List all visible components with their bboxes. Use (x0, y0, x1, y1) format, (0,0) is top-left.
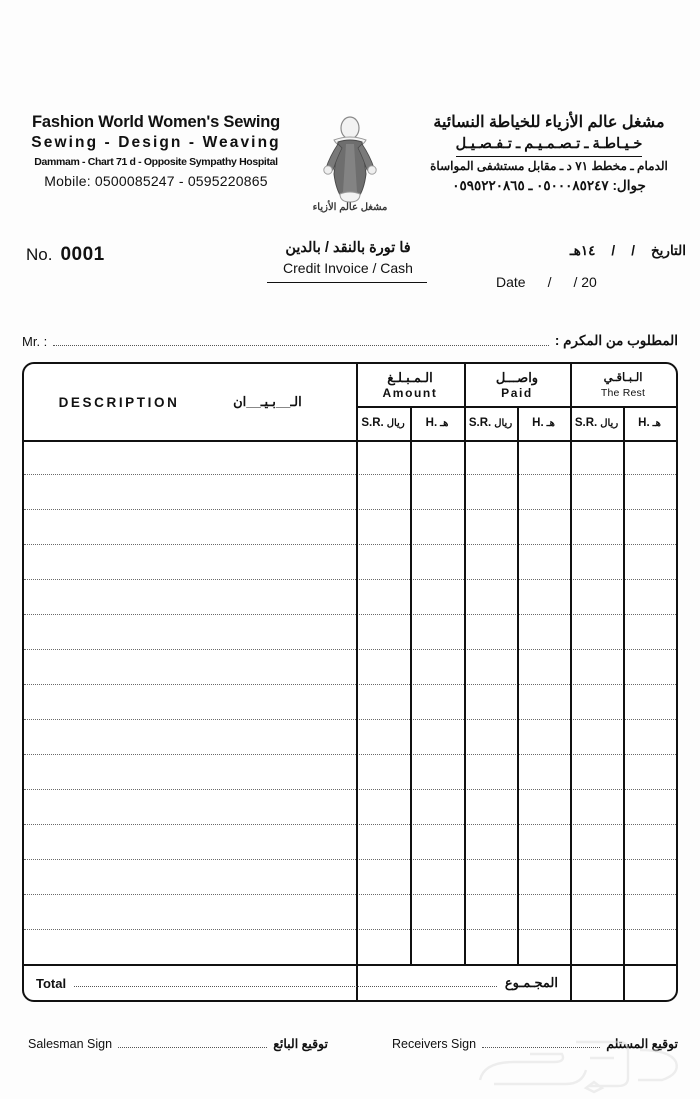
table-row[interactable] (24, 789, 676, 790)
amount-sr-arabic: ريال (386, 417, 405, 429)
column-header-description (24, 364, 356, 440)
invoice-table (22, 362, 678, 1002)
column-divider-amount-paid (464, 364, 466, 964)
amount-label-arabic: الـمـبـلـغ (387, 369, 433, 385)
table-row[interactable] (24, 474, 676, 475)
salesman-label-english: Salesman Sign (28, 1037, 113, 1051)
table-header (24, 364, 676, 440)
amount-h-arabic: هـ (440, 417, 449, 429)
invoice-type-english: Credit Invoice / Cash (283, 260, 413, 276)
invoice-number-label: No. (26, 245, 53, 264)
company-logo (300, 112, 400, 230)
mobile-english: Mobile: 0500085247 - 0595220865 (44, 173, 268, 189)
rest-h-arabic: هـ (652, 417, 661, 429)
subcolumn-amount-sr (356, 406, 410, 440)
table-row[interactable] (24, 544, 676, 545)
rest-label-english: The Rest (600, 386, 646, 399)
column-divider-paid-inner (517, 406, 519, 964)
total-row[interactable] (24, 964, 676, 1002)
table-body[interactable] (24, 440, 676, 964)
rest-h-english: H. (638, 417, 650, 429)
invoice-type-block (267, 238, 429, 283)
column-header-rest (570, 364, 676, 406)
invoice-type-rule (267, 282, 427, 283)
company-name-arabic: مشغل عالم الأزياء للخياطة النسائية (433, 114, 665, 131)
table-row[interactable] (24, 824, 676, 825)
invoice-meta-bar (0, 238, 700, 308)
date-arabic-slash-2[interactable]: / (611, 243, 616, 258)
total-label-arabic: المجـمـوع (504, 975, 558, 990)
date-arabic-slash-1[interactable]: / (631, 243, 635, 258)
company-name-english: Fashion World Women's Sewing (32, 113, 280, 131)
invoice-date-block (482, 240, 692, 294)
salesman-signature-field[interactable] (118, 1046, 267, 1048)
subcolumn-paid-sr (464, 406, 517, 440)
total-rest-h-cell[interactable] (623, 964, 676, 1002)
rest-sr-arabic: ريال (600, 417, 619, 429)
date-english-row (482, 262, 692, 294)
date-arabic-year: ١٤هـ (569, 243, 596, 258)
table-row[interactable] (24, 579, 676, 580)
receiver-signature-field[interactable] (482, 1046, 600, 1048)
paid-label-arabic: واصـــل (495, 369, 539, 385)
paid-sr-english: S.R. (468, 417, 492, 429)
description-label-english: DESCRIPTION (58, 394, 180, 410)
paid-h-english: H. (532, 417, 544, 429)
address-english: Dammam - Chart 71 d - Opposite Sympathy Hospital (34, 156, 278, 168)
invoice-number-block (26, 244, 105, 266)
table-row[interactable] (24, 929, 676, 930)
salesman-label-arabic: توقيع البائع (273, 1037, 328, 1051)
subcolumn-rest-sr (570, 406, 623, 440)
address-arabic: الدمام ـ مخطط ٧١ د ـ مقابل مستشفى المواساة (430, 159, 668, 173)
logo-caption: مشغل عالم الأزياء (312, 202, 388, 213)
amount-h-english: H. (425, 417, 438, 429)
mannequin-dress-icon (300, 112, 400, 212)
table-row[interactable] (24, 684, 676, 685)
table-row[interactable] (24, 509, 676, 510)
amount-label-english: Amount (382, 385, 438, 400)
date-english-label: Date (496, 274, 526, 290)
document-header (0, 112, 700, 230)
column-divider-paid-rest (570, 364, 572, 1002)
document-footer (0, 1030, 700, 1070)
salesman-signature-block[interactable] (28, 1030, 328, 1052)
table-row[interactable] (24, 859, 676, 860)
invoice-number-value: 0001 (60, 244, 105, 265)
amount-sr-english: S.R. (361, 417, 384, 429)
total-label-cell (24, 964, 570, 1002)
table-row[interactable] (24, 649, 676, 650)
column-divider-amount-inner (410, 406, 412, 964)
total-label-english: Total (36, 975, 67, 991)
receiver-signature-block[interactable] (392, 1030, 678, 1052)
description-label-arabic (213, 394, 321, 410)
column-divider-description (356, 364, 358, 1002)
receiver-label-english: Receivers Sign (392, 1037, 477, 1051)
column-header-amount (356, 364, 464, 406)
table-row[interactable] (24, 894, 676, 895)
customer-name-field[interactable] (53, 344, 549, 346)
subcolumn-paid-h (517, 406, 570, 440)
rest-sr-english: S.R. (574, 417, 598, 429)
column-divider-rest-inner (623, 406, 625, 1002)
paid-sr-arabic: ريال (494, 417, 513, 429)
date-english-year[interactable]: / 20 (573, 274, 597, 290)
customer-label-english: Mr. : (22, 334, 48, 349)
table-row[interactable] (24, 754, 676, 755)
column-header-paid (464, 364, 570, 406)
services-arabic: خـيـاطـة ـ تـصـمـيـم ـ تـفـصـيـل (456, 133, 643, 157)
total-value-field[interactable] (74, 985, 497, 987)
subcolumn-amount-h (410, 406, 464, 440)
paid-h-arabic: هـ (546, 417, 555, 429)
services-english: Sewing - Design - Weaving (31, 134, 281, 151)
header-arabic-block (420, 112, 678, 195)
invoice-type-arabic: فا تورة بالنقد / بالدين (285, 240, 411, 256)
date-arabic-label: التاريخ (650, 243, 686, 258)
table-row[interactable] (24, 719, 676, 720)
header-english-block (22, 112, 290, 191)
total-rest-sr-cell[interactable] (570, 964, 623, 1002)
rest-label-arabic: الـبـاقـي (603, 371, 643, 384)
receiver-label-arabic: توقيع المستلم (606, 1037, 678, 1051)
customer-label-arabic: المطلوب من المكرم : (554, 333, 678, 348)
date-english-slash-1[interactable]: / (547, 274, 552, 290)
customer-name-line[interactable] (22, 326, 678, 350)
description-arabic-text: الـ__بـيـ__ان (233, 394, 302, 409)
subcolumn-rest-h (623, 406, 676, 440)
paid-label-english: Paid (501, 385, 533, 400)
mobile-arabic: جوال: ٠٥٠٠٠٨٥٢٤٧ ـ ٠٥٩٥٢٢٠٨٦٥ (452, 178, 646, 193)
table-row[interactable] (24, 614, 676, 615)
date-arabic-row (482, 240, 692, 262)
